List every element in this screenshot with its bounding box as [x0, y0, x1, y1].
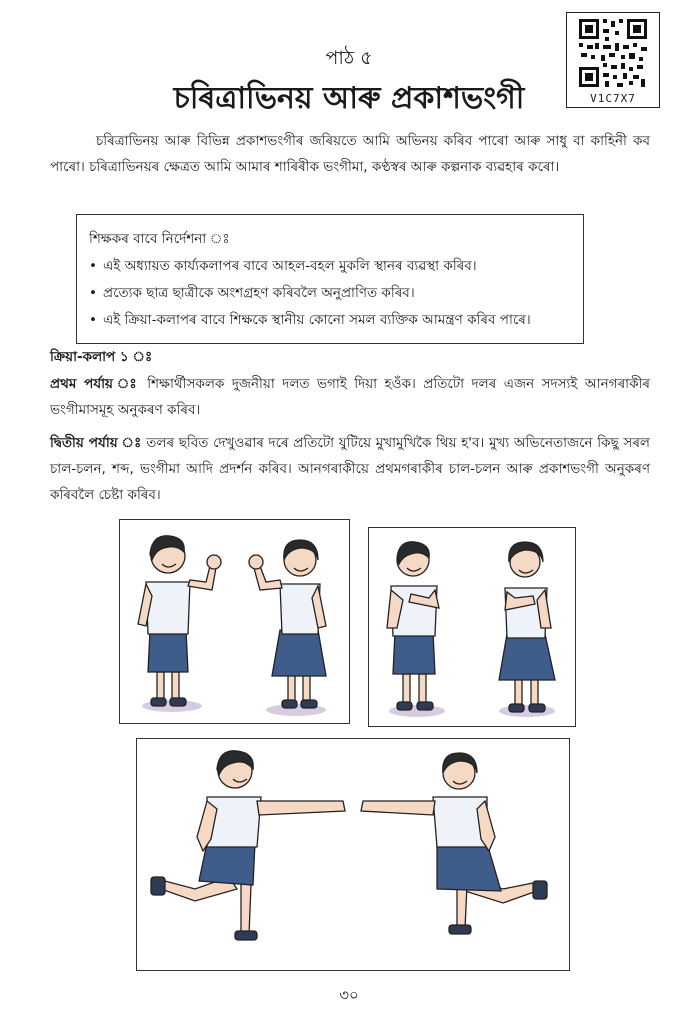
intro-paragraph: চৰিত্ৰাভিনয় আৰু বিভিন্ন প্ৰকাশভংগীৰ জৰিয়তে আমি অভিনয় কৰিব পাৰো আৰু সাধু বা কাহিনী কব পাৰো। চৰিত্ৰাভিনয়ৰ ক্ষেত্ৰত আমি আমাৰ শাৰিৰীক ভংগীমা, কণ্ঠস্বৰ আৰু কল্পনাক ব্যৱহাৰ কৰো। [50, 133, 650, 175]
page-number: ৩০ [339, 986, 359, 1004]
illustration-reaching-hands [136, 738, 570, 971]
children-shoulder-pose-illustration [369, 528, 574, 725]
step-1-paragraph [50, 371, 650, 423]
teacher-instructions-title: শিক্ষকৰ বাবে নিৰ্দেশনা ঃ [89, 231, 230, 247]
children-reaching-illustration [137, 739, 568, 969]
step-1-label: প্ৰথম পৰ্যায় ঃ [50, 376, 140, 392]
teacher-instruction-item: • এই অধ্যায়ত কাৰ্য্যকলাপৰ বাবে আহল-বহল মুকলি স্থানৰ ব্যৱস্থা কৰিব। [89, 253, 573, 280]
step-2-label: দ্বিতীয় পৰ্যায় ঃ [50, 435, 142, 451]
illustration-hands-on-shoulders [368, 527, 576, 727]
page-title: চৰিত্ৰাভিনয় আৰু প্ৰকাশভংগী [173, 81, 525, 116]
illustration-waving [119, 519, 350, 724]
step-2-text: তলৰ ছবিত দেখুওৱাৰ দৰে প্ৰতিটো যুটিয়ে মুখামুখিকৈ থিয় হ'ব। মুখ্য অভিনেতাজনে কিছু সৰল চাল-চলন, শব্দ, ভংগীমা আদি প্ৰদৰ্শন কৰিব। আনগৰাকীয়ে প্ৰথমগৰাকীৰ চাল-চলন আৰু প্ৰকাশভংগী অনুকৰণ কৰিবলৈ চেষ্টা কৰিব। [50, 435, 650, 503]
teacher-instruction-item: • এই ক্ৰিয়া-কলাপৰ বাবে শিক্ষকে স্থানীয় কোনো সমল ব্যক্তিক আমন্ত্ৰণ কৰিব পাৰে। [89, 307, 573, 334]
qr-code-label: V1C7X7 [590, 92, 636, 105]
step-1-text: শিক্ষাৰ্থীসকলক দুজনীয়া দলত ভগাই দিয়া হওঁক। প্ৰতিটো দলৰ এজন সদস্যই আনগৰাকীৰ ভংগীমাসমূহ অনুকৰণ কৰিব। [50, 376, 650, 418]
teacher-instruction-item: • প্ৰত্যেক ছাত্ৰ ছাত্ৰীকে অংশগ্ৰহণ কৰিবলৈ অনুপ্ৰাণিত কৰিব। [89, 280, 573, 307]
activity-heading: ক্ৰিয়া-কলাপ ১ ঃ [50, 349, 153, 365]
lesson-number: পাঠ ৫ [325, 47, 373, 69]
step-2-paragraph [50, 430, 650, 508]
children-waving-illustration [120, 520, 348, 722]
teacher-instructions-list [89, 253, 573, 334]
teacher-instructions-box [76, 214, 584, 344]
